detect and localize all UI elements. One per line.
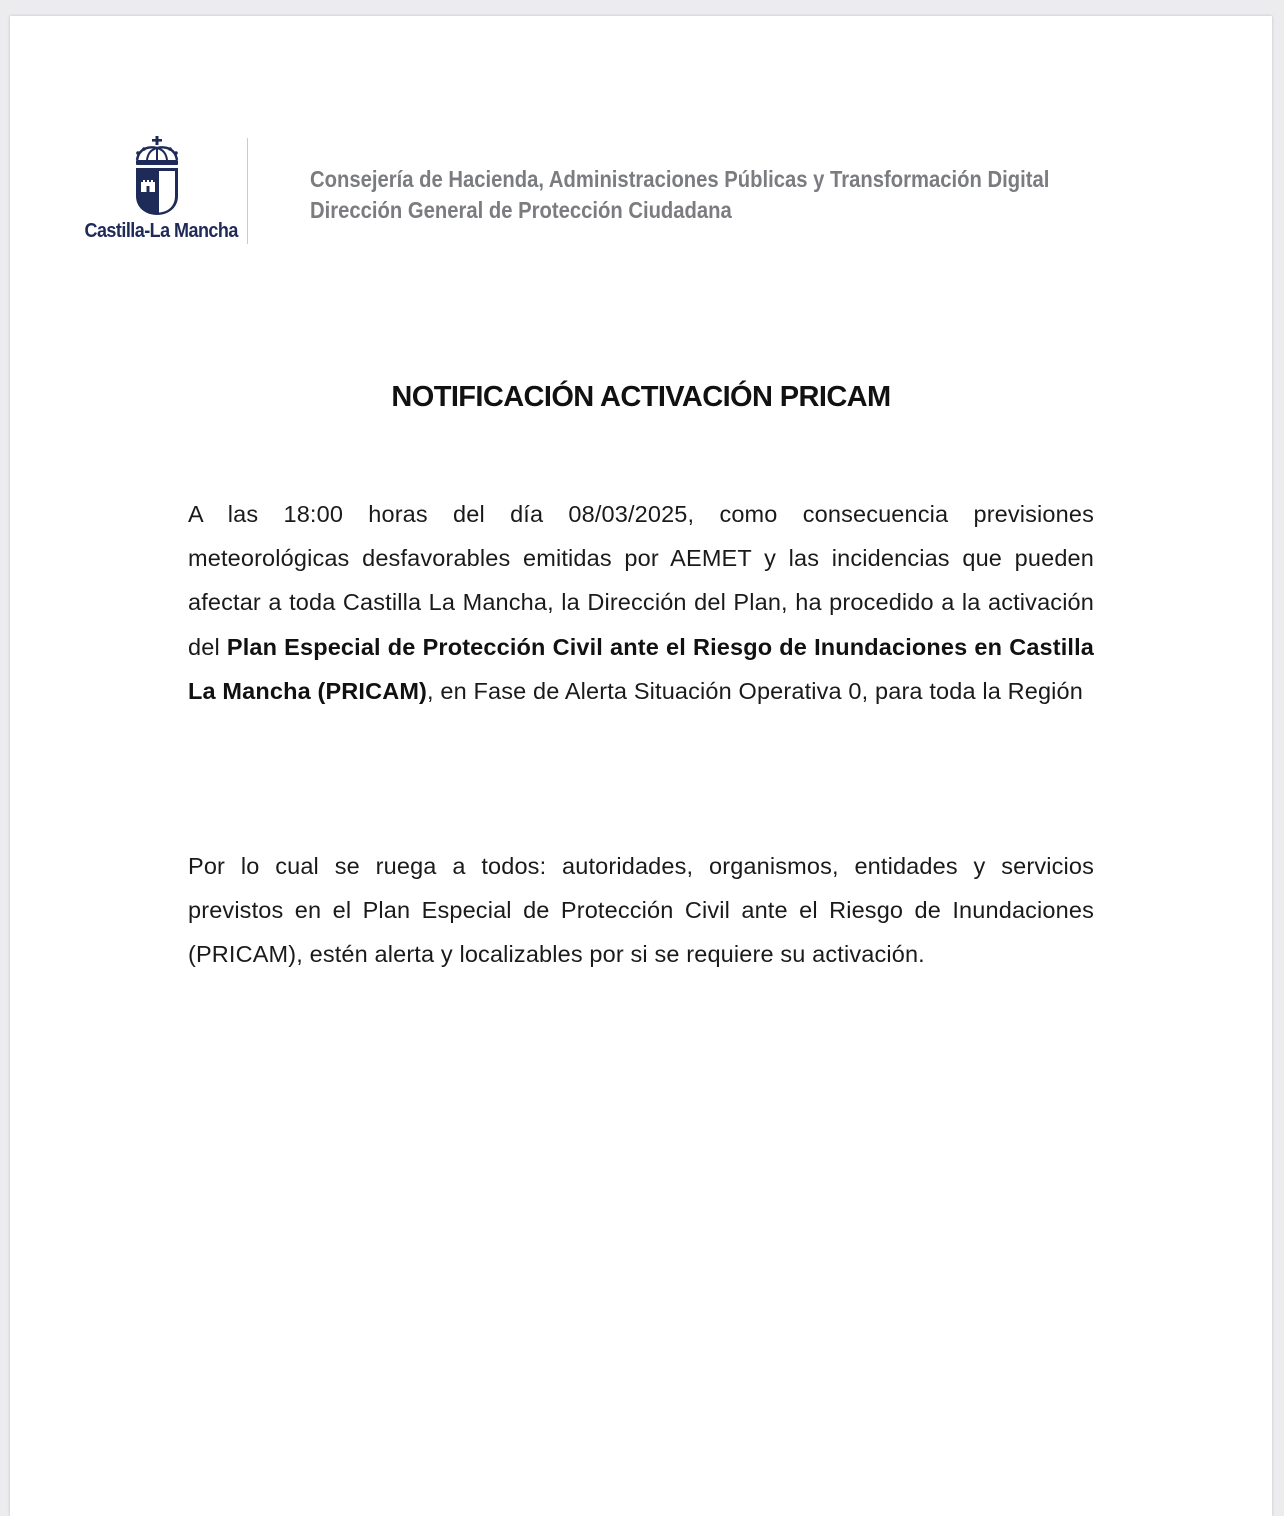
plan-name: Plan Especial de Protección Civil ante el Riesgo de Inundaciones en Castilla La Mancha (PRICAM) [188,633,1094,704]
directorate-name: Dirección General de Protección Ciudadana [310,197,732,223]
document-page [10,16,1272,1516]
logo-text: Castilla-La Mancha [84,220,238,242]
coat-of-arms-icon [131,136,183,218]
paragraph-intro: A las 18:00 horas del día 08/03/2025, como consecuencia previsiones meteorológicas desfavorables emitidas por AEMET y las incidencias que pueden afectar a toda Castilla La Mancha, la Dirección del Plan, ha procedido a la activación del [188,501,1094,660]
paragraph-outro: , en Fase de Alerta Situación Operativa 0, para toda la Región [427,677,1083,704]
institution-header [310,164,1150,226]
paragraph-activation [188,492,1094,713]
paragraph-request: Por lo cual se ruega a todos: autoridades, organismos, entidades y servicios previstos en el Plan Especial de Protección Civil ante el Riesgo de Inundaciones (PRICAM), estén alerta y localizables por si se requiere su activación. [188,853,1094,968]
document-title: NOTIFICACIÓN ACTIVACIÓN PRICAM [391,381,891,413]
castilla-la-mancha-logo [76,136,246,248]
ministry-name: Consejería de Hacienda, Administraciones Públicas y Transformación Digital [310,166,1050,192]
header-divider [247,138,248,244]
